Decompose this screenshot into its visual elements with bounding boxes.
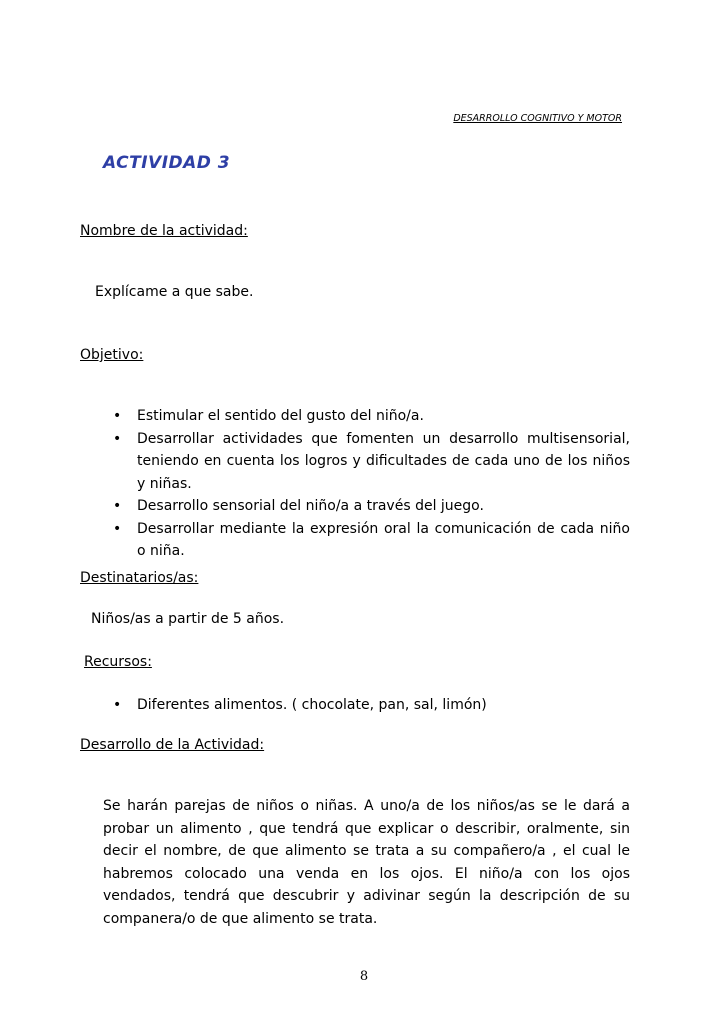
activity-title: ACTIVIDAD 3 — [103, 153, 231, 173]
bullet-icon: • — [113, 498, 122, 514]
bullet-icon: • — [113, 697, 122, 713]
section-heading-desarrollo: Desarrollo de la Actividad: — [80, 737, 265, 753]
bullet-icon: • — [113, 520, 122, 537]
section-heading-objetivo: Objetivo: — [80, 347, 144, 363]
desarrollo-paragraph: Se harán parejas de niños o niñas. A uno/a de los niños/as se le dará a probar un alimento , que tendrá que explicar o describir, oralmente, sin decir el nombre, de que alimento se trata a su compañero/a , el cual le habremos colocado una venda en los ojos. El niño/a con los ojos vendados, tendrá que descubrir y adivinar según la descripción de su companera/o de que alimento se trata. — [103, 798, 630, 927]
page-header: DESARROLLO COGNITIVO Y MOTOR — [453, 113, 622, 124]
bullet-icon: • — [113, 408, 122, 424]
list-item: • Estimular el sentido del gusto del niño/a. — [110, 405, 630, 428]
list-item: • Diferentes alimentos. ( chocolate, pan, sal, limón) — [110, 694, 630, 717]
bullet-icon: • — [113, 430, 122, 447]
list-item: • Desarrollar mediante la expresión oral la comunicación de cada niño o niña. — [110, 518, 630, 563]
objetivo-list — [110, 405, 630, 563]
section-heading-destinatarios: Destinatarios/as: — [80, 570, 199, 586]
section-heading-recursos: Recursos: — [84, 654, 152, 670]
section-heading-nombre: Nombre de la actividad: — [80, 223, 248, 239]
list-item: • Desarrollo sensorial del niño/a a través del juego. — [110, 495, 630, 518]
activity-name: Explícame a que sabe. — [95, 284, 254, 300]
recursos-list — [110, 694, 630, 717]
destinatarios-value: Niños/as a partir de 5 años. — [91, 611, 285, 627]
list-item: • Desarrollar actividades que fomenten un desarrollo multisensorial, teniendo en cuenta los logros y dificultades de cada uno de los niños y niñas. — [110, 428, 630, 496]
page-number: 8 — [359, 969, 369, 984]
